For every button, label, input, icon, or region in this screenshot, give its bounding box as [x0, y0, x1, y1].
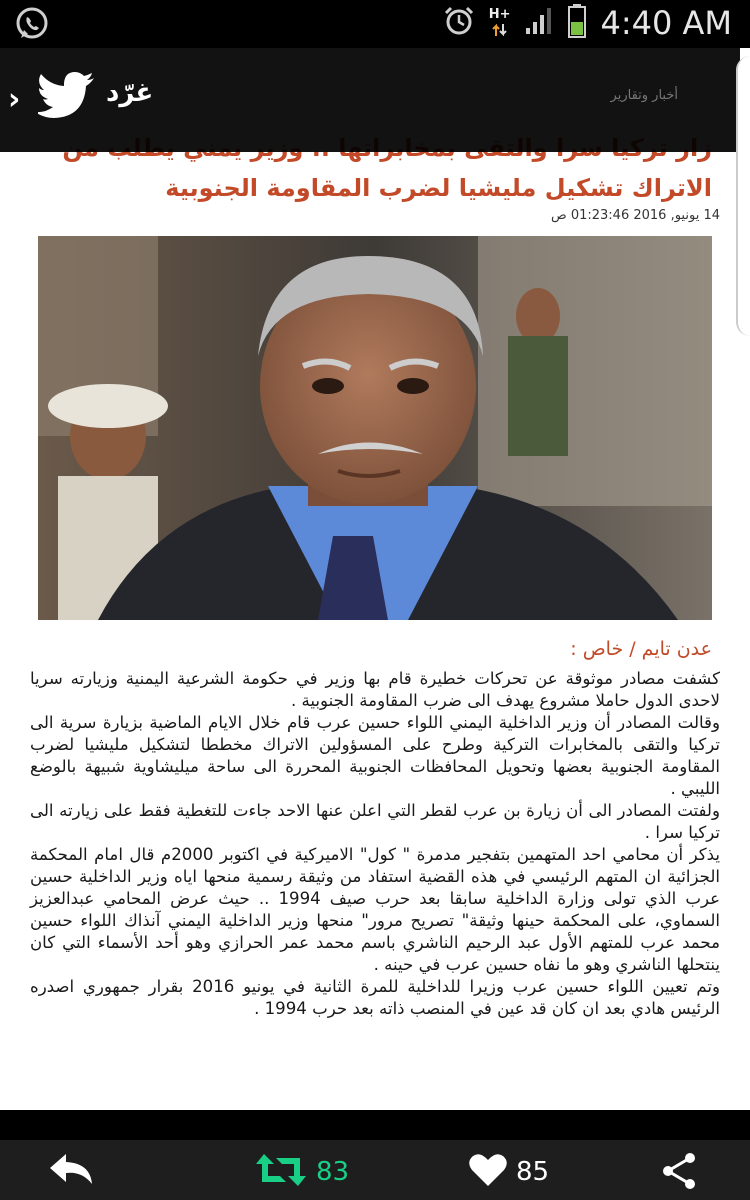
breadcrumb-category: أخبار وتقارير [610, 88, 678, 103]
article-date: 14 يونيو, 2016 01:23:46 ص [550, 208, 720, 223]
article-body [30, 668, 720, 1020]
paragraph-4: يذكر أن محامي احد المتهمين بتفجير مدمرة " كول" الاميركية في اكتوبر 2000م قال امام المحكمة الجزائية ان المتهم الرئيسي في هذه القضية استفاد من وثيقة رسمية منحها اياه وزير الداخلية حسين عرب الذي تولى وزارة الداخلية سابقا بعد حرب صيف 1994 .. حيث عرض المحامي عبدالعزيز السماوي، على المحكمة حينها وثيقة" تصريح مرور" منحها وزير الداخلية اليمني آنذاك اللواء حسين محمد عرب للمتهم الأول عبد الرحيم الناشري باسم محمد عمر الحرازي وهو أحد الأسماء التي كان ينتحلها الناشري وهو ما نفاه حسين عرب في حينه . [30, 845, 720, 974]
battery-icon [568, 4, 586, 42]
heart-icon [468, 1152, 508, 1192]
data-arrows-icon [489, 8, 511, 38]
bottom-separator [0, 1110, 750, 1140]
like-count: 85 [516, 1157, 550, 1187]
network-type: H+ [488, 7, 511, 22]
whatsapp-icon [14, 6, 50, 46]
alarm-icon [443, 5, 475, 41]
tweet-top-bar [0, 48, 740, 152]
tweet-label[interactable]: غرّد [106, 78, 154, 108]
paragraph-5: وتم تعيين اللواء حسين عرب وزيرا للداخلية للمرة الثانية في يونيو 2016 بقرار جمهوري اصدره الرئيس هادي بعد ان كان قد عين في المنصب ذاته بعد حرب 1994 . [30, 977, 720, 1018]
like-button[interactable] [468, 1152, 549, 1192]
twitter-bird-icon[interactable] [38, 72, 96, 124]
chevron-icon[interactable]: › [8, 82, 21, 117]
retweet-count: 83 [316, 1157, 350, 1187]
article-headline: الاتراك تشكيل مليشيا لضرب المقاومة الجنوبية [165, 174, 712, 202]
signal-icon [524, 6, 554, 40]
share-icon[interactable] [660, 1152, 698, 1190]
paragraph-1: كشفت مصادر موثوقة عن تحركات خطيرة قام بها وزير في حكومة الشرعية اليمنية وزيارته سريا لاحدى الدول حاملا مشروع يهدف الى ضرب المقاومة الجنوبية . [30, 669, 720, 710]
clock: 4:40 AM [600, 4, 732, 42]
reply-arrow-icon[interactable] [48, 1152, 96, 1188]
paragraph-2: وقالت المصادر أن وزير الداخلية اليمني اللواء حسين عرب قام خلال الايام الماضية بزيارة سرية الى تركيا والتقى بالمخابرات التركية وطرح على المسؤولين الاتراك مخططا لتشكيل مليشيا لضرب المقاومة الجنوبية بعضها وتحويل المحافظات الجنوبية المحررة الى ساحة ميليشاوية شبيهة بالوضع الليبي . [30, 713, 720, 798]
retweet-button[interactable] [254, 1152, 349, 1192]
article-photo [38, 236, 712, 620]
retweet-icon [254, 1152, 308, 1192]
tweet-action-bar [0, 1140, 750, 1200]
status-bar [0, 0, 750, 48]
scroll-edge-indicator [736, 56, 750, 336]
article-byline: عدن تايم / خاص : [570, 638, 712, 660]
paragraph-3: ولفتت المصادر الى أن زيارة بن عرب لقطر التي اعلن عنها الاحد جاءت للتغطية فقط على زيارته الى تركيا سرا . [30, 801, 720, 842]
